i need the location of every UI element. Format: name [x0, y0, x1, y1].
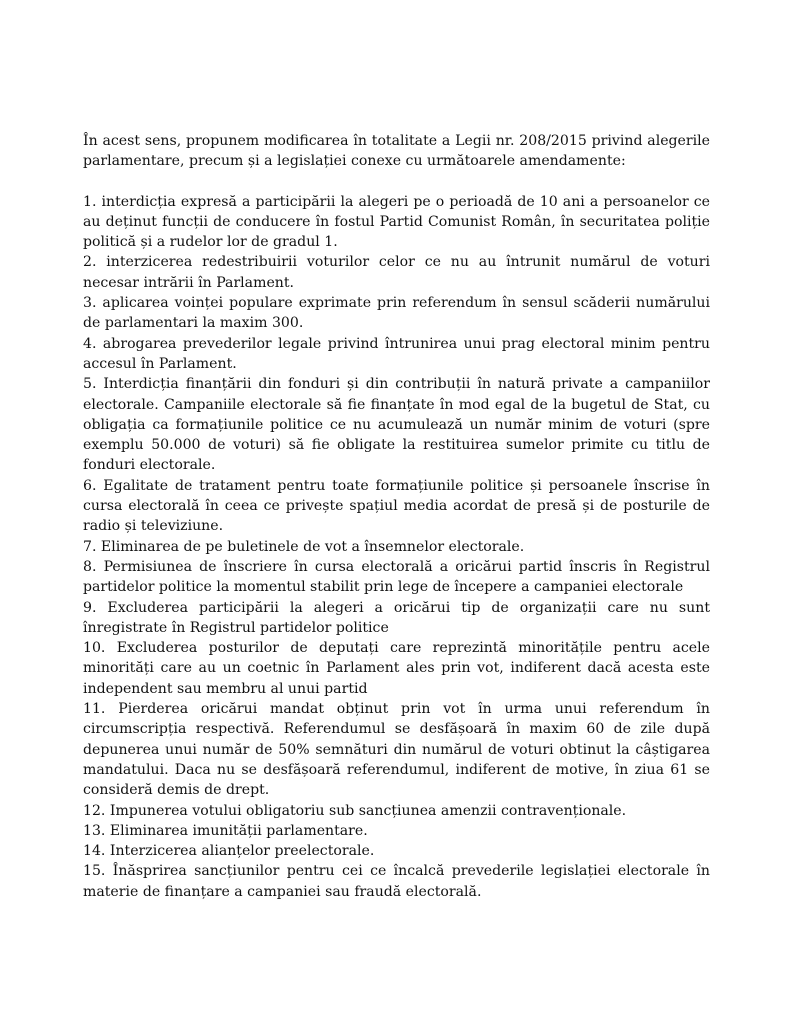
document-page: [83, 131, 710, 902]
amendment-item: 1. interdicția expresă a participării la alegeri pe o perioadă de 10 ani a persoanelor ce au deținut funcții de conducere în fostul Partid Comunist Român, în securitatea poliție politică și a rudelor lor de gradul 1.: [83, 193, 710, 251]
amendments-list: [83, 192, 710, 902]
amendment-item: 11. Pierderea oricărui mandat obținut prin vot în urma unui referendum în circumscripția respectivă. Referendumul se desfășoară în maxim 60 de zile după depunerea unui număr de 50% semnături din numărul de voturi obtinut la câștigarea mandatului. Daca nu se desfășoară referendumul, indiferent de motive, în ziua 61 se consideră demis de drept.: [83, 701, 710, 799]
intro-paragraph: În acest sens, propunem modificarea în totalitate a Legii nr. 208/2015 privind alegerile parlamentare, precum și a legislației conexe cu următoarele amendamente:: [83, 133, 710, 170]
amendment-item: 8. Permisiunea de înscriere în cursa electorală a oricărui partid înscris în Registrul partidelor politice la momentul stabilit prin lege de începere a campaniei electorale: [83, 558, 710, 596]
amendment-item: 14. Interzicerea alianțelor preelectorale.: [83, 843, 375, 860]
amendment-item: 5. Interdicția finanțării din fonduri și din contribuții în natură private a campaniilor electorale. Campaniile electorale să fie finanțate în mod egal de la bugetul de Stat, cu obligația ca formațiunile politice ce nu acumulează un număr minim de voturi (spre exemplu 50.000 de voturi) să fie obligate la restituirea sumelor primite cu titlu de fonduri electorale.: [83, 376, 710, 474]
amendment-item: 9. Excluderea participării la alegeri a oricărui tip de organizații care nu sunt înregistrate în Registrul partidelor politice: [83, 599, 710, 636]
amendment-item: 7. Eliminarea de pe buletinele de vot a însemnelor electorale.: [83, 538, 525, 555]
amendment-item: 4. abrogarea prevederilor legale privind întrunirea unui prag electoral minim pentru accesul în Parlament.: [83, 335, 710, 372]
amendment-item: 12. Impunerea votului obligatoriu sub sancțiunea amenzii contravenționale.: [83, 802, 627, 819]
amendment-item: 3. aplicarea voinței populare exprimate prin referendum în sensul scăderii numărului de parlamentari la maxim 300.: [83, 295, 710, 332]
amendment-item: 10. Excluderea posturilor de deputați care reprezintă minoritățile pentru acele minorități care au un coetnic în Parlament ales prin vot, indiferent dacă acesta este independent sau membru al unui partid: [83, 640, 710, 697]
amendment-item: 13. Eliminarea imunității parlamentare.: [83, 822, 368, 839]
amendment-item: 6. Egalitate de tratament pentru toate formațiunile politice și persoanele înscrise în cursa electorală în ceea ce privește spațiul media acordat de presă și de posturile de radio și televiziune.: [83, 477, 710, 535]
amendment-item: 2. interzicerea redestribuirii voturilor celor ce nu au întrunit numărul de voturi necesar intrării în Parlament.: [83, 254, 710, 291]
amendment-item: 15. Înăsprirea sancțiunilor pentru cei ce încalcă prevederile legislației electorale în materie de finanțare a campaniei sau fraudă electorală.: [83, 863, 710, 900]
